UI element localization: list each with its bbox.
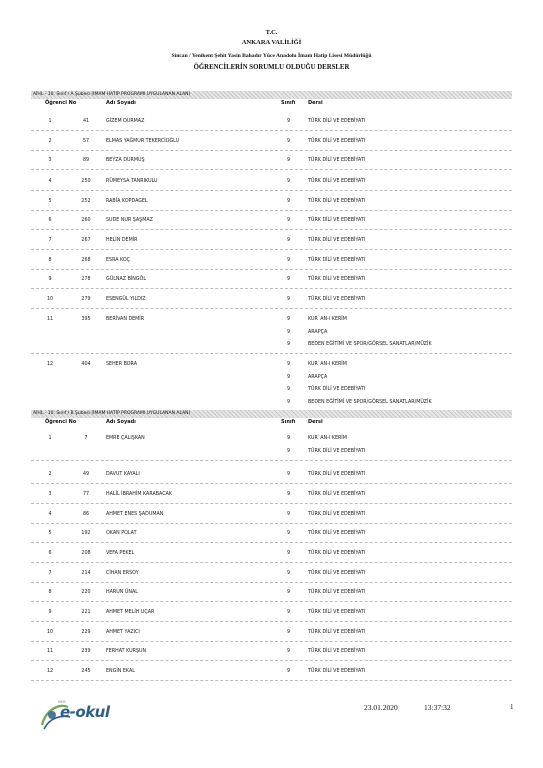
- header-tc: T.C.: [265, 29, 278, 36]
- table-row: [31, 179, 512, 192]
- row-index: 2: [48, 139, 52, 144]
- table-row: [31, 590, 512, 603]
- student-number: 41: [82, 119, 90, 124]
- course-grade: 9: [287, 342, 291, 347]
- course-name: TÜRK DİLİ VE EDEBİYATI: [308, 218, 366, 223]
- row-index: 4: [48, 512, 52, 517]
- student-number: 229: [81, 630, 91, 635]
- course-name: TÜRK DİLİ VE EDEBİYATI: [308, 258, 366, 263]
- table-row: [31, 669, 512, 682]
- course-name: TÜRK DİLİ VE EDEBİYATI: [308, 649, 366, 654]
- course-grade: 9: [287, 139, 291, 144]
- course-grade: 9: [287, 387, 291, 392]
- row-separator: [31, 483, 512, 484]
- column-header-row: [31, 99, 512, 109]
- table-row: [31, 277, 512, 290]
- row-separator: [31, 621, 512, 622]
- student-name: BEYZA DURMUŞ: [106, 158, 145, 163]
- row-index: 8: [48, 258, 52, 263]
- course-grade: 9: [287, 472, 291, 477]
- course-grade: 9: [287, 512, 291, 517]
- course-name: TÜRK DİLİ VE EDEBİYATI: [308, 531, 366, 536]
- print-date: 23.01.2020: [364, 703, 398, 712]
- row-separator: [31, 641, 512, 642]
- student-number: 86: [82, 512, 90, 517]
- course-name: TÜRK DİLİ VE EDEBİYATI: [308, 387, 366, 392]
- row-index: 9: [48, 610, 52, 615]
- row-index: 3: [48, 158, 52, 163]
- course-name: TÜRK DİLİ VE EDEBİYATI: [308, 571, 366, 576]
- student-number: 57: [82, 139, 90, 144]
- course-grade: 9: [287, 297, 291, 302]
- row-index: 4: [48, 179, 52, 184]
- row-separator: [31, 460, 512, 461]
- course-name: TÜRK DİLİ VE EDEBİYATI: [308, 199, 366, 204]
- section-title: AİHL - 10. Sınıf / B Şubesi (İMAM HATİP PROGRAMI UYGULANAN ALAN): [31, 410, 512, 418]
- row-separator: [31, 288, 512, 289]
- student-name: HALİL İBRAHİM KARABACAK: [106, 492, 173, 497]
- course-name: BEDEN EĞİTİMİ VE SPOR/GÖRSEL SANATLAR/MÜZİK: [308, 342, 432, 347]
- student-number: 395: [81, 317, 91, 322]
- course-grade: 9: [287, 362, 291, 367]
- table-row: [31, 551, 512, 564]
- course-name: TÜRK DİLİ VE EDEBİYATI: [308, 472, 366, 477]
- student-name: HELİN DEMİR: [106, 238, 138, 243]
- column-header-course: Dersi: [308, 419, 323, 425]
- student-name: RABİA KOPDAGEL: [106, 199, 148, 204]
- row-index: 1: [48, 436, 52, 441]
- course-name: TÜRK DİLİ VE EDEBİYATI: [308, 512, 366, 517]
- section-title: AİHL - 10. Sınıf / A Şubesi (İMAM HATİP PROGRAMI UYGULANAN ALAN): [31, 91, 512, 99]
- student-number: 208: [81, 551, 91, 556]
- student-name: EMRE ÇALIŞKAN: [106, 436, 145, 441]
- course-name: TÜRK DİLİ VE EDEBİYATI: [308, 277, 366, 282]
- course-name: TÜRK DİLİ VE EDEBİYATI: [308, 669, 366, 674]
- course-name: TÜRK DİLİ VE EDEBİYATI: [308, 551, 366, 556]
- course-name: TÜRK DİLİ VE EDEBİYATI: [308, 448, 366, 454]
- course-grade: 9: [287, 492, 291, 497]
- course-grade: 9: [287, 436, 291, 441]
- row-separator: [31, 353, 512, 354]
- student-name: GÜLNAZ BİNGÖL: [106, 277, 147, 282]
- student-name: FERHAT KURŞUN: [106, 649, 147, 654]
- table-row: [31, 258, 512, 271]
- column-header-name: Adı Soyadı: [106, 100, 136, 106]
- course-name: KUR`AN-I KERİM: [308, 317, 347, 322]
- student-name: SUDE NUR ŞAŞMAZ: [106, 218, 153, 223]
- row-index: 1: [48, 119, 52, 124]
- row-index: 3: [48, 492, 52, 497]
- row-index: 7: [48, 238, 52, 243]
- student-number: 278: [81, 277, 91, 282]
- course-grade: 9: [287, 399, 291, 405]
- course-grade: 9: [287, 119, 291, 124]
- student-name: ELMAS YAĞMUR TEKERCİOĞLU: [106, 139, 180, 144]
- header-valilik: ANKARA VALİLİĞİ: [241, 39, 302, 46]
- course-grade: 9: [287, 590, 291, 595]
- table-row: [31, 472, 512, 485]
- table-row: [31, 610, 512, 623]
- student-number: 214: [81, 571, 91, 576]
- row-index: 12: [46, 362, 54, 367]
- row-index: 11: [46, 649, 54, 654]
- course-name: KUR`AN-I KERİM: [308, 436, 347, 441]
- course-grade: 9: [287, 571, 291, 576]
- student-name: AHMET YAZICI: [106, 630, 140, 635]
- table-row: [31, 317, 512, 355]
- print-time: 13:37:32: [424, 703, 451, 712]
- row-separator: [31, 210, 512, 211]
- student-number: 221: [81, 610, 91, 615]
- course-grade: 9: [287, 531, 291, 536]
- header-school: Sincan / Yenikent Şehit Yasin Bahadır Yüce Anadolu İmam Hatip Lisesi Müdürlüğü: [171, 53, 372, 59]
- student-number: 279: [81, 297, 91, 302]
- student-number: 250: [81, 179, 91, 184]
- course-name: ARAPÇA: [308, 374, 328, 380]
- course-grade: 9: [287, 218, 291, 223]
- student-number: 220: [81, 590, 91, 595]
- row-index: 11: [46, 317, 54, 322]
- course-name: KUR`AN-I KERİM: [308, 362, 347, 367]
- row-separator: [31, 308, 512, 309]
- student-name: ESRA KOÇ: [106, 258, 131, 263]
- row-index: 9: [48, 277, 52, 282]
- column-header-course: Dersi: [308, 100, 323, 106]
- course-grade: 9: [287, 329, 291, 335]
- row-separator: [31, 269, 512, 270]
- course-name: TÜRK DİLİ VE EDEBİYATI: [308, 630, 366, 635]
- course-name: TÜRK DİLİ VE EDEBİYATI: [308, 179, 366, 184]
- student-name: AHMET ENES ŞADUMAN: [106, 512, 164, 517]
- course-grade: 9: [287, 448, 291, 454]
- column-header-no: Öğrenci No: [45, 100, 77, 106]
- course-name: ARAPÇA: [308, 329, 328, 335]
- table-row: [31, 531, 512, 544]
- column-header-grade: Sınıfı: [281, 100, 296, 106]
- row-separator: [31, 523, 512, 524]
- row-separator: [31, 582, 512, 583]
- student-number: 192: [81, 531, 91, 536]
- course-grade: 9: [287, 630, 291, 635]
- row-separator: [31, 249, 512, 250]
- row-index: 2: [48, 472, 52, 477]
- student-name: VEFA PEKEL: [106, 551, 135, 556]
- student-name: GİZEM DURMAZ: [106, 119, 145, 124]
- course-grade: 9: [287, 258, 291, 263]
- course-grade: 9: [287, 374, 291, 380]
- student-name: BERİVAN DEMİR: [106, 317, 145, 322]
- table-row: [31, 119, 512, 132]
- student-name: DAVUT KAYALI: [106, 472, 140, 477]
- course-name: TÜRK DİLİ VE EDEBİYATI: [308, 119, 366, 124]
- row-index: 6: [48, 551, 52, 556]
- column-header-no: Öğrenci No: [45, 419, 77, 425]
- row-index: 7: [48, 571, 52, 576]
- student-name: ENGİN EKAL: [106, 669, 135, 674]
- table-row: [31, 492, 512, 505]
- student-number: 267: [81, 238, 91, 243]
- course-grade: 9: [287, 649, 291, 654]
- row-separator: [31, 190, 512, 191]
- row-separator: [31, 542, 512, 543]
- row-separator: [31, 660, 512, 661]
- logo-text: e-okul: [60, 703, 110, 721]
- student-number: 404: [81, 362, 91, 367]
- logo-meb-text: MEB: [58, 700, 66, 704]
- row-separator: [31, 601, 512, 602]
- row-separator: [31, 130, 512, 131]
- row-index: 10: [46, 297, 54, 302]
- student-number: 252: [81, 199, 91, 204]
- table-row: [31, 571, 512, 584]
- table-row: [31, 436, 512, 462]
- student-name: RÜMEYSA TANRIKULU: [106, 179, 158, 184]
- student-name: OKAN POLAT: [106, 531, 137, 536]
- student-name: HARUN ÜNAL: [106, 590, 138, 595]
- row-separator: [31, 229, 512, 230]
- student-number: 260: [81, 218, 91, 223]
- row-index: 6: [48, 218, 52, 223]
- student-number: 77: [82, 492, 90, 497]
- course-grade: 9: [287, 199, 291, 204]
- student-number: 89: [82, 158, 90, 163]
- row-index: 8: [48, 590, 52, 595]
- course-name: TÜRK DİLİ VE EDEBİYATI: [308, 610, 366, 615]
- column-header-grade: Sınıfı: [281, 419, 296, 425]
- table-row: [31, 297, 512, 310]
- row-separator: [31, 562, 512, 563]
- row-separator: [31, 169, 512, 170]
- row-separator: [31, 503, 512, 504]
- table-row: [31, 158, 512, 171]
- course-name: TÜRK DİLİ VE EDEBİYATI: [308, 590, 366, 595]
- row-index: 10: [46, 630, 54, 635]
- table-row: [31, 139, 512, 152]
- page-title: ÖĞRENCİLERİN SORUMLU OLDUĞU DERSLER: [193, 64, 350, 71]
- course-grade: 9: [287, 179, 291, 184]
- student-number: 7: [84, 436, 88, 441]
- student-name: AHMET MELİH UÇAR: [106, 610, 155, 615]
- course-grade: 9: [287, 277, 291, 282]
- course-grade: 9: [287, 551, 291, 556]
- course-name: BEDEN EĞİTİMİ VE SPOR/GÖRSEL SANATLAR/MÜZİK: [308, 399, 432, 405]
- column-header-row: [31, 418, 512, 428]
- row-index: 5: [48, 199, 52, 204]
- course-grade: 9: [287, 669, 291, 674]
- course-name: TÜRK DİLİ VE EDEBİYATI: [308, 297, 366, 302]
- row-index: 5: [48, 531, 52, 536]
- student-number: 239: [81, 649, 91, 654]
- course-name: TÜRK DİLİ VE EDEBİYATI: [308, 238, 366, 243]
- table-row: [31, 362, 512, 413]
- table-row: [31, 630, 512, 643]
- course-grade: 9: [287, 158, 291, 163]
- eokul-logo: [38, 695, 118, 735]
- row-index: 12: [46, 669, 54, 674]
- student-name: CİHAN ERSOY: [106, 571, 139, 576]
- student-number: 268: [81, 258, 91, 263]
- column-header-name: Adı Soyadı: [106, 419, 136, 425]
- course-grade: 9: [287, 317, 291, 322]
- course-name: TÜRK DİLİ VE EDEBİYATI: [308, 158, 366, 163]
- table-row: [31, 649, 512, 662]
- course-name: TÜRK DİLİ VE EDEBİYATI: [308, 492, 366, 497]
- table-row: [31, 218, 512, 231]
- table-row: [31, 199, 512, 212]
- table-row: [31, 512, 512, 525]
- course-grade: 9: [287, 238, 291, 243]
- student-name: SEHER BORA: [106, 362, 137, 367]
- course-grade: 9: [287, 610, 291, 615]
- row-separator: [31, 680, 512, 681]
- course-name: TÜRK DİLİ VE EDEBİYATI: [308, 139, 366, 144]
- table-row: [31, 238, 512, 251]
- student-number: 49: [82, 472, 90, 477]
- page-number: 1: [510, 703, 514, 711]
- row-separator: [31, 150, 512, 151]
- student-name: ESENGÜL YILDIZ: [106, 297, 146, 302]
- student-number: 245: [81, 669, 91, 674]
